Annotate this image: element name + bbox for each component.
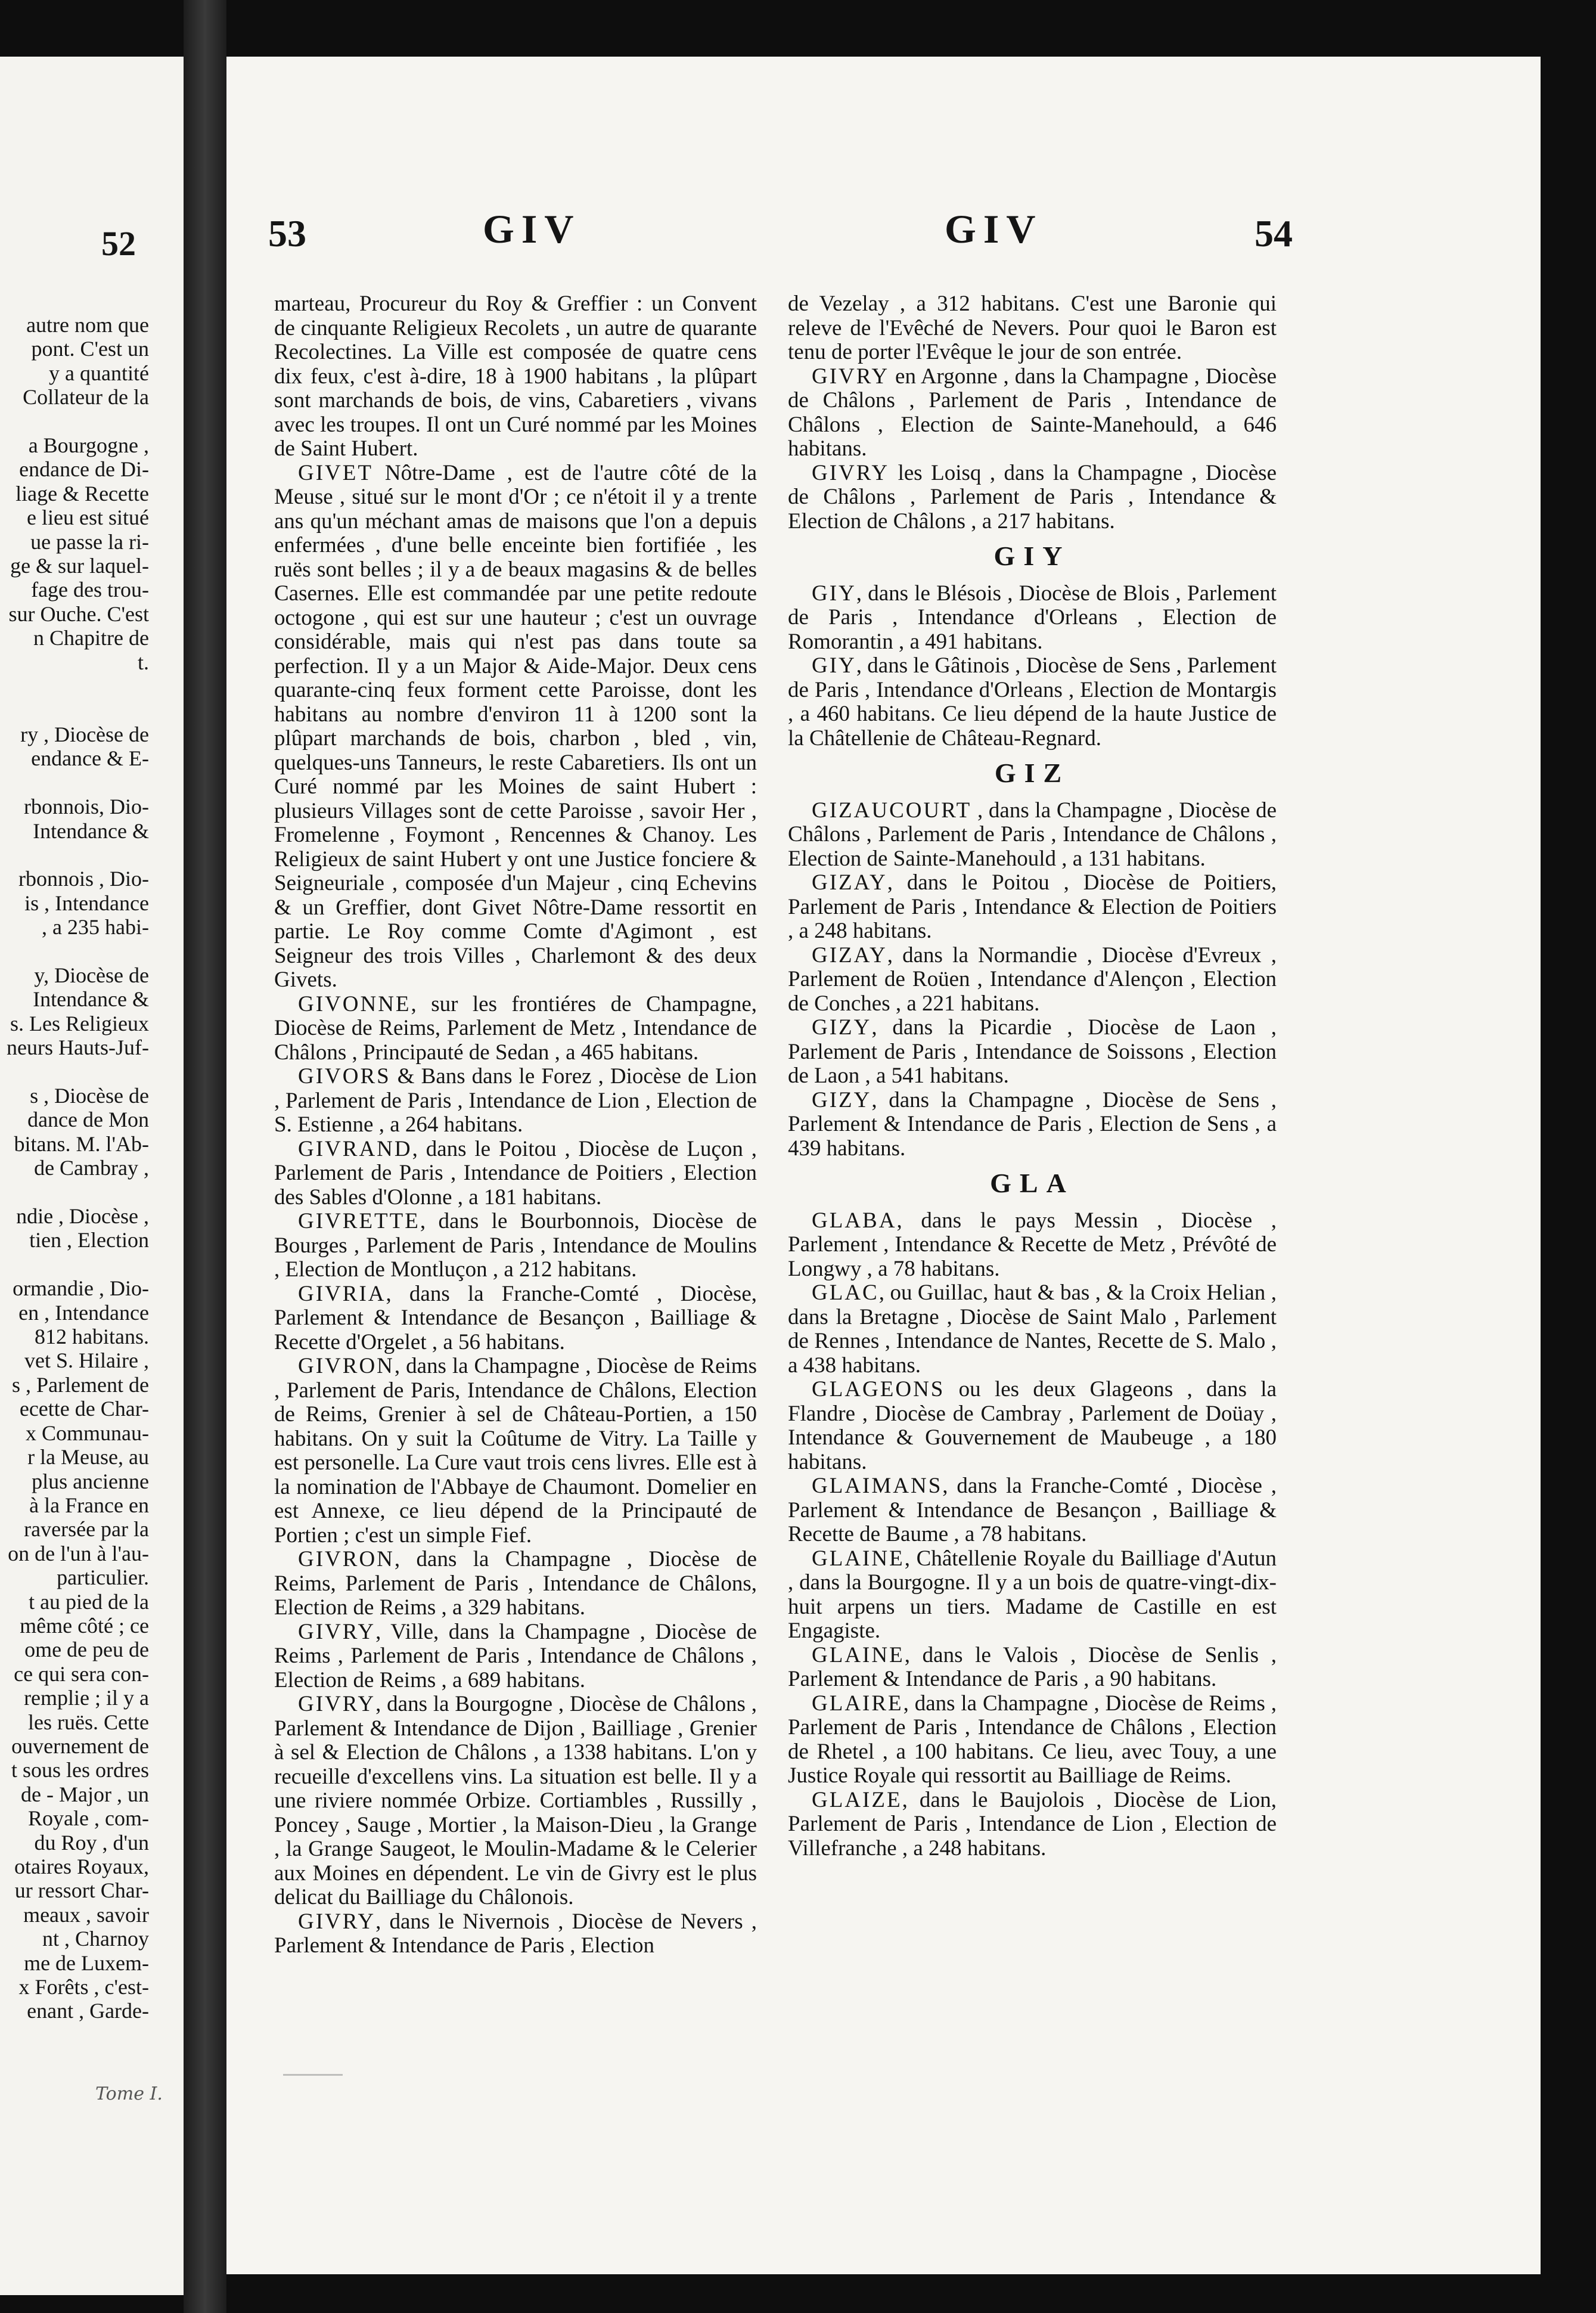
entry-headword: GIVRY xyxy=(298,1619,376,1644)
entry-text: ou les deux Glageons , dans la Flandre , Diocèse de Cambray , Parlement de Doüay , Intendance & Gouvernement de Maubeuge , a 180 habitans. xyxy=(788,1377,1277,1474)
left-page-line xyxy=(0,1252,149,1276)
entry-text: , Ville, dans la Champagne , Diocèse de Reims , Parlement de Paris , Intendance de Châlons , Election de Reims , a 689 habitans. xyxy=(274,1619,757,1692)
left-page-line: is , Intendance xyxy=(24,891,149,915)
left-page-line: ouvernement de xyxy=(11,1734,149,1758)
left-page-line xyxy=(0,699,149,723)
section-heading: GLA xyxy=(990,1168,1075,1198)
dictionary-entry xyxy=(274,461,757,993)
running-head-right: GIV xyxy=(945,206,1043,252)
entry-headword: GLAIZE xyxy=(812,1787,902,1812)
entry-text: , dans le Baujolois , Diocèse de Lion, Parlement de Paris , Intendance de Lion , Election de Villefranche , a 248 habitans. xyxy=(788,1787,1277,1861)
left-page-line: x Communau- xyxy=(26,1421,149,1445)
running-head-left: GIV xyxy=(483,206,581,252)
left-page-line: de - Major , un xyxy=(21,1782,149,1806)
left-page-line: dance de Mon xyxy=(27,1108,149,1132)
dictionary-entry xyxy=(788,1788,1277,1861)
left-page-line: ormandie , Dio- xyxy=(13,1276,149,1301)
dictionary-entry xyxy=(788,1547,1277,1644)
entry-headword: GIVRY xyxy=(298,1692,376,1716)
entry-text: , dans le Poitou , Diocèse de Poitiers, Parlement de Paris , Intendance & Election de Poitiers , a 248 habitans. xyxy=(788,870,1277,943)
dictionary-entry xyxy=(274,1620,757,1693)
left-page-line xyxy=(0,674,149,698)
left-page-line: e lieu est situé xyxy=(27,506,149,530)
left-page-line: y, Diocèse de xyxy=(34,963,149,987)
left-page-line: vet S. Hilaire , xyxy=(24,1348,149,1373)
entry-text: Nôtre-Dame , est de l'autre côté de la Meuse , situé sur le mont d'Or ; ce n'étoit il y a trente ans qu'un méchant amas de maisons que l'on a depuis enfermées , d'une belle enceinte bien fortifiée , les ruës sont belles ; il y a de beaux magasins & de belles Casernes. Elle est commandée par une petite redoute octogone , qui est sur une hauteur ; c'est un ouvrage considérable, mais qui n'est pas dans toute sa perfection. Il y a un Major & Aide-Major. Deux cens quarante-cinq feux forment cette Paroisse, dont les habitans au nombre d'environ 11 à 1200 sont la plûpart marchands de bois, charbon , bled , vin, quelques-uns Tanneurs, le reste Cabaretiers. Ils ont un Curé nommé par les Moines de saint Hubert : plusieurs Villages sont de cette Paroisse , savoir Her , Fromelenne , Foymont , Rencennes & Chanoy. Les Religieux de saint Hubert y ont une Justice fonciere & Seigneuriale , composée d'un Majeur , cinq Echevins & un Greffier, dont Givet Nôtre-Dame ressortit en partie. Le Roy comme Comte d'Agimont , est Seigneur des trois Villes , Charlemont & des deux Givets. xyxy=(274,460,757,992)
entry-headword: GIZAY xyxy=(812,870,887,895)
ink-stamp-mark xyxy=(283,2060,343,2076)
left-page-line: ue passe la ri- xyxy=(30,529,149,554)
entry-text: , dans le Poitou , Diocèse de Luçon , Parlement de Paris , Intendance de Poitiers , Election des Sables d'Olonne , a 181 habitans. xyxy=(274,1136,757,1210)
entry-text: , dans la Picardie , Diocèse de Laon , Parlement de Paris , Intendance de Soissons , Election de Laon , a 541 habitans. xyxy=(788,1015,1277,1088)
left-page-line: x Forêts , c'est- xyxy=(18,1975,149,1999)
left-page-line: Intendance & xyxy=(33,818,149,843)
left-page-line: de Cambray , xyxy=(34,1156,149,1180)
dictionary-entry xyxy=(788,461,1277,534)
left-page-line xyxy=(0,940,149,963)
dictionary-entry xyxy=(788,1281,1277,1378)
left-page-line: bitans. M. l'Ab- xyxy=(14,1131,149,1156)
page-number-right: 54 xyxy=(1255,212,1293,255)
dictionary-entry xyxy=(788,1209,1277,1282)
left-page-line: autre nom que xyxy=(26,313,149,337)
entry-text: , ou Guillac, haut & bas , & la Croix Helian , dans la Bretagne , Diocèse de Saint Malo , Parlement de Rennes , Intendance de Nantes, Recette de S. Malo , a 438 habitans. xyxy=(788,1280,1277,1378)
left-page-line: sur Ouche. C'est xyxy=(8,601,149,626)
entry-headword: GIY xyxy=(812,653,856,678)
entry-text: , dans la Normandie , Diocèse d'Evreux , Parlement de Roüen , Intendance d'Alençon , Election de Conches , a 221 habitans. xyxy=(788,942,1277,1016)
left-page-line: n Chapitre de xyxy=(33,626,149,650)
entry-text: , dans la Bourgogne , Diocèse de Châlons , Parlement & Intendance de Dijon , Bailliage , Grenier à sel & Election de Châlons , a 1338 habitans. L'on y recueille d'excellens vins. La situation est belle. Il y a une riviere nommée Orbize. Cortiambles , Russilly , Poncey , Sauge , Mortier , la Maison-Dieu , la Grange , la Grange Saugeot, le Moulin-Madame & le Celerier aux Moines en dépendent. Le vin de Givry est le plus delicat du Bailliage du Châlonois. xyxy=(274,1692,757,1909)
dictionary-entry xyxy=(274,993,757,1065)
entry-text: , dans la Champagne , Diocèse de Reims, Parlement de Paris , Intendance de Châlons, Election de Reims , a 329 habitans. xyxy=(274,1547,757,1620)
dictionary-entry xyxy=(788,1692,1277,1788)
left-page-line: t. xyxy=(137,650,149,674)
left-page-line: ge & sur laquel- xyxy=(10,554,149,578)
left-page-line: t au pied de la xyxy=(29,1589,149,1614)
entry-text: , dans le Nivernois , Diocèse de Nevers , Parlement & Intendance de Paris , Election xyxy=(274,1909,757,1958)
dictionary-entry xyxy=(274,1137,757,1210)
left-page-line: plus ancienne xyxy=(32,1469,149,1493)
left-page-line xyxy=(0,843,149,867)
left-page-line: en , Intendance xyxy=(18,1300,149,1325)
entry-text: , sur les frontiéres de Champagne, Diocèse de Reims, Parlement de Metz , Intendance de Châlons , Principauté de Sedan , a 465 habitans. xyxy=(274,991,757,1065)
entry-headword: GIZY xyxy=(812,1087,872,1112)
dictionary-entry xyxy=(788,1474,1277,1547)
left-page-line: , a 235 habi- xyxy=(42,915,149,940)
entry-headword: GIVRAND xyxy=(298,1136,412,1161)
entry-headword: GIVRETTE xyxy=(298,1209,420,1233)
entry-text: , dans la Champagne , Diocèse de Sens , Parlement & Intendance de Paris , Election de Sens , a 439 habitans. xyxy=(788,1087,1277,1161)
entry-text: , dans la Champagne , Diocèse de Reims , Parlement de Paris, Intendance de Châlons, Election de Reims, Grenier à sel de Château-Portien, a 150 habitans. On y suit la Coûtume de Vitry. La Taille y est personelle. La Cure vaut trois cens livres. Elle est à la nomination de l'Abbaye de Chaumont. Domelier en est Annexe, ce lieu dépend de la Principauté de Portien ; c'est un simple Fief. xyxy=(274,1354,757,1548)
entry-headword: GLAINE xyxy=(812,1642,905,1667)
dictionary-entry xyxy=(274,1210,757,1282)
left-page-footer: Tome I. xyxy=(95,2083,163,2104)
page-header xyxy=(226,206,1541,271)
dictionary-entry xyxy=(788,582,1277,655)
entry-text: , dans le Bourbonnois, Diocèse de Bourges , Parlement de Paris , Intendance de Moulins , Election de Montluçon , a 212 habitans. xyxy=(274,1209,757,1282)
entry-text: marteau, Procureur du Roy & Greffier : un Convent de cinquante Religieux Recolets , un autre de quarante Recolectines. La Ville est composée de quatre cens dix feux, c'est à-dire, 18 à 1900 habitans , la plûpart sont marchands de bois, de vins, Cabaretiers , vivans avec les troupes. Il ont un Curé nommé par les Moines de Saint Hubert. xyxy=(274,292,757,461)
dictionary-entry xyxy=(788,1016,1277,1089)
book-gutter xyxy=(184,0,226,2313)
dictionary-entry xyxy=(788,365,1277,461)
left-page-line: s , Diocèse de xyxy=(30,1084,149,1108)
left-page-line: pont. C'est un xyxy=(31,337,149,361)
entry-headword: GIZY xyxy=(812,1015,872,1040)
entry-text: , dans la Franche-Comté , Diocèse , Parlement & Intendance de Besançon , Bailliage & Recette de Baume , a 78 habitans. xyxy=(788,1474,1277,1546)
entry-headword: GIVET xyxy=(298,460,373,485)
entry-text: , dans le Blésois , Diocèse de Blois , Parlement de Paris , Intendance d'Orleans , Election de Romorantin , a 491 habitans. xyxy=(788,581,1277,654)
left-page-line: 812 habitans. xyxy=(35,1325,149,1349)
left-page-line: à la France en xyxy=(29,1493,149,1517)
left-page-line: meaux , savoir xyxy=(23,1902,149,1927)
left-page-line: remplie ; il y a xyxy=(24,1686,149,1710)
left-page-line: Collateur de la xyxy=(23,385,149,410)
left-page-line: les ruës. Cette xyxy=(28,1710,149,1734)
entry-headword: GLAIRE xyxy=(812,1691,903,1716)
left-page-line: endance de Di- xyxy=(19,457,149,482)
entry-text: , Châtellenie Royale du Bailliage d'Autun , dans la Bourgogne. Il y a un bois de quatre-vingt-dix-huit arpens un tiers. Madame de Castille en est Engagiste. xyxy=(788,1546,1277,1643)
entry-headword: GLABA xyxy=(812,1208,897,1233)
entry-headword: GLAGEONS xyxy=(812,1377,945,1402)
entry-text: , dans le Gâtinois , Diocèse de Sens , Parlement de Paris , Intendance d'Orleans , Election de Montargis , a 460 habitans. Ce lieu dépend de la haute Justice de la Châtellenie de Château-Regnard. xyxy=(788,653,1277,751)
section-heading: GIY xyxy=(993,541,1071,571)
text-column-right xyxy=(788,292,1277,1861)
left-page-line: ome de peu de xyxy=(24,1638,149,1662)
dictionary-entry xyxy=(788,1644,1277,1692)
left-page-line: a Bourgogne , xyxy=(28,433,149,458)
left-page-number: 52 xyxy=(101,224,136,263)
entry-headword: GIVONNE xyxy=(298,991,411,1016)
dictionary-entry xyxy=(274,1354,757,1548)
text-column-left xyxy=(274,292,757,1958)
main-page xyxy=(226,57,1541,2274)
entry-text: , dans la Franche-Comté , Diocèse, Parlement & Intendance de Besançon , Bailliage & Recette d'Orgelet , a 56 habitans. xyxy=(274,1281,757,1354)
left-page-line: liage & Recette xyxy=(15,481,149,506)
entry-headword: GIVRY xyxy=(298,1909,376,1934)
left-page-line: enant , Garde- xyxy=(27,1999,149,2023)
entry-headword: GLAC xyxy=(812,1280,879,1305)
dictionary-entry xyxy=(788,871,1277,944)
entry-headword: GLAIMANS xyxy=(812,1474,943,1498)
left-page-line: fage des trou- xyxy=(31,578,149,602)
dictionary-entry xyxy=(274,1065,757,1137)
dictionary-entry xyxy=(274,1282,757,1355)
left-page-line: particulier. xyxy=(57,1565,149,1590)
left-page-line xyxy=(0,410,149,433)
left-page-line: ry , Diocèse de xyxy=(20,722,149,746)
left-page-line xyxy=(0,1060,149,1084)
dictionary-entry xyxy=(788,944,1277,1016)
dictionary-entry xyxy=(788,654,1277,751)
entry-text: de Vezelay , a 312 habitans. C'est une Baronie qui releve de l'Evêché de Nevers. Pour quoi le Baron est tenu de porter l'Evêque le jour de son entrée. xyxy=(788,292,1277,364)
left-page-line: même côté ; ce xyxy=(20,1613,149,1638)
entry-text: , dans le Valois , Diocèse de Senlis , Parlement & Intendance de Paris , a 90 habitans. xyxy=(788,1642,1277,1691)
left-page-line: otaires Royaux, xyxy=(14,1855,149,1878)
entry-headword: GLAINE xyxy=(812,1546,905,1571)
left-page-line: ur ressort Char- xyxy=(14,1878,149,1903)
dictionary-entry xyxy=(274,292,757,461)
left-page-line: Intendance & xyxy=(33,987,149,1012)
dictionary-entry xyxy=(788,1378,1277,1474)
left-page-line xyxy=(0,771,149,795)
dictionary-entry xyxy=(788,799,1277,872)
left-page-line: r la Meuse, au xyxy=(27,1445,149,1469)
entry-text: , dans la Champagne , Diocèse de Reims , Parlement de Paris , Intendance de Châlons , Election de Rhetel , a 100 habitans. Ce lieu, avec Touy, a une Justice Royale qui ressortit au Bailliage de Reims. xyxy=(788,1691,1277,1788)
entry-text: les Loisq , dans la Champagne , Diocèse de Châlons , Parlement de Paris , Intendance & Election de Châlons , a 217 habitans. xyxy=(788,460,1277,534)
entry-text: en Argonne , dans la Champagne , Diocèse de Châlons , Parlement de Paris , Intendance de Châlons , Election de Sainte-Manehould, a 646 habitans. xyxy=(788,364,1277,461)
left-page-line: s , Parlement de xyxy=(12,1372,149,1397)
left-page-line: du Roy , d'un xyxy=(34,1830,149,1855)
entry-text: & Bans dans le Forez , Diocèse de Lion , Parlement de Paris , Intendance de Lion , Election de S. Estienne , a 264 habitans. xyxy=(274,1064,757,1137)
left-page-line: tien , Election xyxy=(29,1228,149,1252)
left-page-line: ecette de Char- xyxy=(19,1397,149,1421)
section-heading: GIZ xyxy=(994,758,1070,788)
dictionary-entry xyxy=(274,1548,757,1620)
entry-headword: GIVRY xyxy=(812,364,890,389)
left-page-line: s. Les Religieux xyxy=(10,1011,149,1035)
dictionary-entry xyxy=(788,292,1277,365)
left-page-line: raversée par la xyxy=(24,1517,149,1542)
left-page-line: neurs Hauts-Juf- xyxy=(7,1035,149,1060)
page-number-left: 53 xyxy=(268,212,306,255)
entry-headword: GIVRY xyxy=(812,460,890,485)
left-page-line: t sous les ordres xyxy=(11,1758,149,1782)
left-page-line: ndie , Diocèse , xyxy=(16,1204,149,1229)
entry-headword: GIVORS xyxy=(298,1064,391,1089)
left-page-line: Royale , com- xyxy=(28,1806,149,1831)
dictionary-entry xyxy=(788,1089,1277,1161)
entry-headword: GIVRON xyxy=(298,1547,395,1571)
left-page-text xyxy=(0,313,179,2023)
left-page-line xyxy=(0,1180,149,1204)
dictionary-entry xyxy=(274,1910,757,1958)
entry-headword: GIVRON xyxy=(298,1354,395,1378)
entry-text: , dans la Champagne , Diocèse de Châlons , Parlement de Paris , Intendance de Châlons , Election de Sainte-Manehould , a 131 habitans. xyxy=(788,798,1277,871)
left-page-line: endance & E- xyxy=(31,746,149,771)
entry-headword: GIZAUCOURT xyxy=(812,798,972,823)
left-page-line: nt , Charnoy xyxy=(42,1927,149,1951)
left-page-line: ce qui sera con- xyxy=(14,1661,149,1686)
entry-headword: GIY xyxy=(812,581,856,606)
entry-headword: GIVRIA xyxy=(298,1281,386,1306)
dictionary-entry xyxy=(274,1692,757,1910)
left-page-line: on de l'un à l'au- xyxy=(8,1541,149,1565)
entry-headword: GIZAY xyxy=(812,942,887,968)
left-page-line: rbonnois , Dio- xyxy=(18,867,149,891)
entry-text: , dans le pays Messin , Diocèse , Parlement , Intendance & Recette de Metz , Prévôté de Longwy , a 78 habitans. xyxy=(788,1208,1277,1281)
left-page-fragment xyxy=(0,57,184,2295)
left-page-line: y a quantité xyxy=(49,361,149,385)
left-page-line: me de Luxem- xyxy=(24,1951,149,1975)
left-page-line: rbonnois, Dio- xyxy=(24,795,149,819)
